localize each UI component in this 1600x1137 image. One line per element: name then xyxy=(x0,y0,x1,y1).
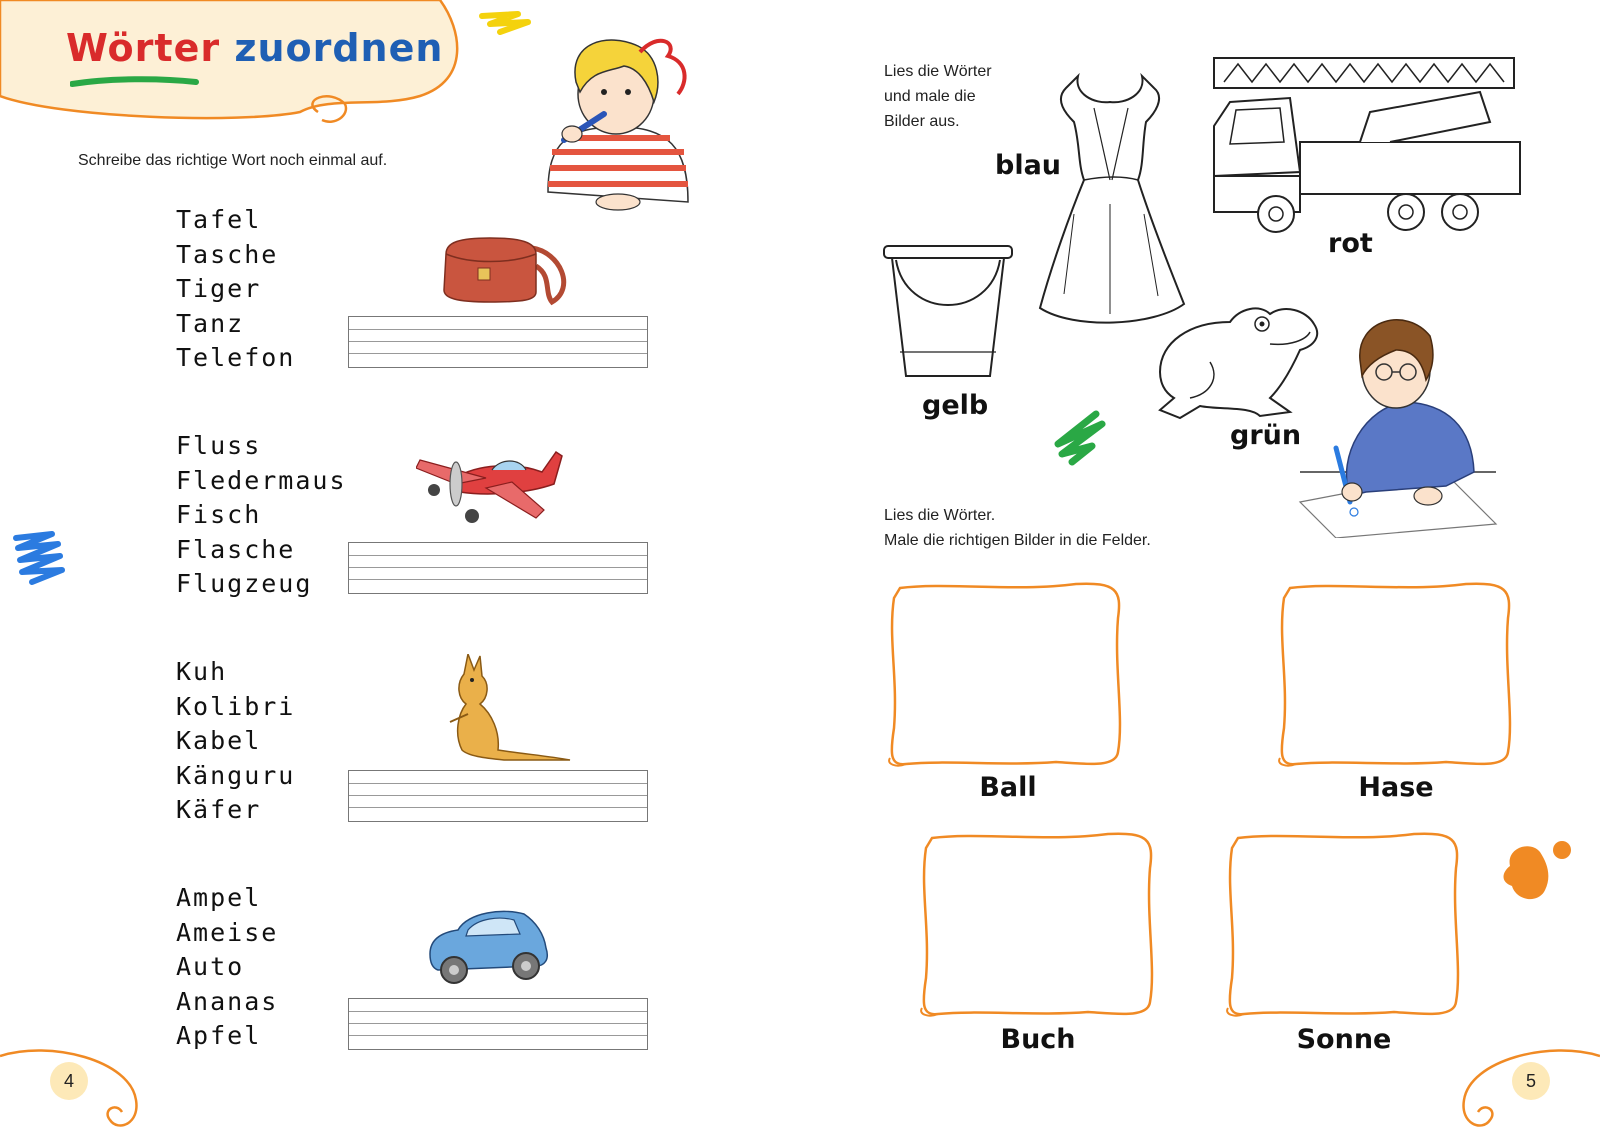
answer-lines[interactable] xyxy=(348,542,648,594)
page-number-right: 5 xyxy=(1512,1062,1550,1100)
word-option: Kabel xyxy=(176,726,262,755)
word-option: Auto xyxy=(176,952,245,981)
box-label-ball: Ball xyxy=(979,772,1037,803)
drawing-box-ball[interactable] xyxy=(886,578,1128,772)
right-instruction-2 xyxy=(884,503,1151,553)
boy-drawing-icon xyxy=(1296,306,1516,538)
drawing-box-buch[interactable] xyxy=(918,828,1160,1022)
word-option: Telefon xyxy=(176,343,296,372)
word-option: Tafel xyxy=(176,205,262,234)
word-option: Ampel xyxy=(176,883,262,912)
word-option: Käfer xyxy=(176,795,262,824)
word-group-1 xyxy=(176,203,295,376)
airplane-icon xyxy=(416,438,566,530)
word-option: Fisch xyxy=(176,500,262,529)
answer-lines[interactable] xyxy=(348,770,648,822)
dress-icon[interactable] xyxy=(1034,64,1190,332)
left-instruction: Schreibe das richtige Wort noch einmal auf. xyxy=(78,152,388,169)
word-group-3 xyxy=(176,655,295,828)
kangaroo-icon xyxy=(444,654,574,764)
box-label-sonne: Sonne xyxy=(1296,1024,1392,1055)
word-group-2 xyxy=(176,429,347,602)
page-title xyxy=(66,26,443,70)
word-option: Tanz xyxy=(176,308,245,338)
green-scribble-icon xyxy=(1050,410,1110,466)
bucket-icon[interactable] xyxy=(880,240,1016,384)
word-option: Ameise xyxy=(176,917,279,947)
page-number-left: 4 xyxy=(50,1062,88,1100)
word-option: Fluss xyxy=(176,431,262,460)
green-underline xyxy=(70,74,200,90)
drawing-box-sonne[interactable] xyxy=(1224,828,1466,1022)
blue-scribble-icon xyxy=(12,530,66,586)
answer-lines[interactable] xyxy=(348,998,648,1050)
word-option: Kuh xyxy=(176,657,228,686)
word-option: Flugzeug xyxy=(176,569,313,598)
word-option: Kolibri xyxy=(176,691,296,721)
girl-with-pencil-icon xyxy=(528,22,708,212)
color-word-gelb: gelb xyxy=(922,390,989,421)
color-word-gruen: grün xyxy=(1230,420,1302,451)
word-option: Fledermaus xyxy=(176,465,347,495)
word-option: Flasche xyxy=(176,534,296,564)
yellow-scribble-icon xyxy=(478,8,534,36)
box-label-hase: Hase xyxy=(1358,772,1434,803)
title-word-2: zuordnen xyxy=(234,26,444,70)
instruction-line: und male die xyxy=(884,88,976,105)
answer-lines[interactable] xyxy=(348,316,648,368)
orange-splash-icon xyxy=(1500,836,1578,906)
word-group-4 xyxy=(176,881,278,1054)
word-option: Tasche xyxy=(176,239,279,269)
right-instruction-1 xyxy=(884,59,992,134)
word-option: Känguru xyxy=(176,760,296,790)
instruction-line: Male die richtigen Bilder in die Felder. xyxy=(884,532,1151,549)
instruction-line: Bilder aus. xyxy=(884,113,960,130)
fire-truck-icon[interactable] xyxy=(1210,52,1526,238)
instruction-line: Lies die Wörter. xyxy=(884,507,996,524)
word-option: Ananas xyxy=(176,986,279,1016)
bag-icon xyxy=(440,232,576,306)
word-option: Apfel xyxy=(176,1021,262,1050)
car-icon xyxy=(424,904,554,988)
title-word-1: Wörter xyxy=(66,26,221,70)
box-label-buch: Buch xyxy=(1000,1024,1076,1055)
word-option: Tiger xyxy=(176,274,262,303)
drawing-box-hase[interactable] xyxy=(1276,578,1518,772)
instruction-line: Lies die Wörter xyxy=(884,63,992,80)
color-word-rot: rot xyxy=(1328,228,1373,259)
color-word-blau: blau xyxy=(995,150,1062,181)
